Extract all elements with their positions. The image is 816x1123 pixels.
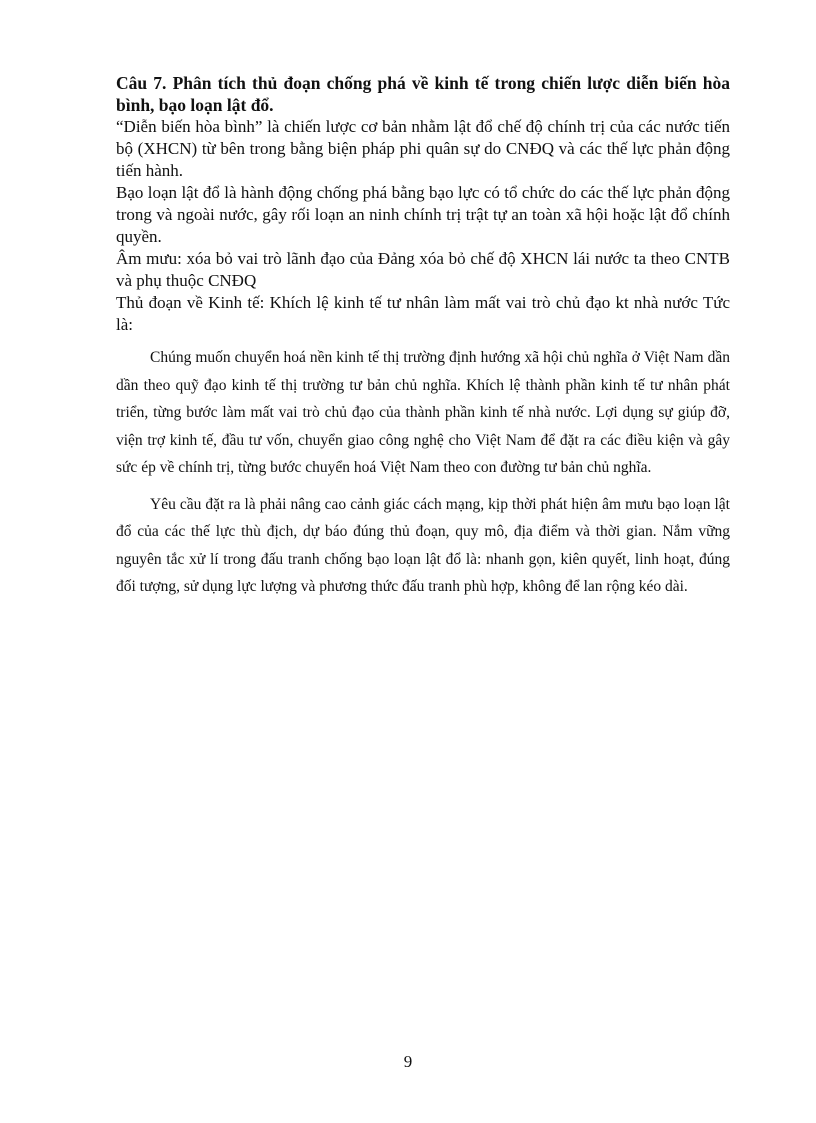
question-heading: Câu 7. Phân tích thủ đoạn chống phá về kinh tế trong chiến lược diễn biến hòa bình, bạo loạn lật đổ. [116, 73, 730, 115]
paragraph-requirements: Yêu cầu đặt ra là phải nâng cao cảnh giác cách mạng, kịp thời phát hiện âm mưu bạo loạn lật đổ của các thế lực thù địch, dự báo đúng thủ đoạn, quy mô, địa điểm và thời gian. Nắm vững nguyên tắc xử lí trong đấu tranh chống bạo loạn lật đổ là: nhanh gọn, kiên quyết, linh hoạt, đúng đối tượng, sử dụng lực lượng và phương thức đấu tranh phù hợp, không để lan rộng kéo dài. [116, 495, 730, 595]
paragraph-economic-tactic: Thủ đoạn về Kinh tế: Khích lệ kinh tế tư nhân làm mất vai trò chủ đạo kt nhà nước Tức là: [116, 293, 730, 334]
paragraph-peaceful-evolution: “Diễn biến hòa bình” là chiến lược cơ bản nhằm lật đổ chế độ chính trị của các nước tiến bộ (XHCN) từ bên trong bằng biện pháp phi quân sự do CNĐQ và các thế lực phản động tiến hành. [116, 117, 730, 180]
paragraph-conspiracy: Âm mưu: xóa bỏ vai trò lãnh đạo của Đảng xóa bỏ chế độ XHCN lái nước ta theo CNTB và phụ thuộc CNĐQ [116, 249, 730, 290]
body-text-block [116, 344, 730, 601]
paragraph-subversive-riot: Bạo loạn lật đổ là hành động chống phá bằng bạo lực có tổ chức do các thế lực phản động trong và ngoài nước, gây rối loạn an ninh chính trị trật tự an toàn xã hội hoặc lật đổ chính quyền. [116, 183, 730, 246]
paragraph-economic-transformation: Chúng muốn chuyển hoá nền kinh tế thị trường định hướng xã hội chủ nghĩa ở Việt Nam dần dần theo quỹ đạo kinh tế thị trường tư bản chủ nghĩa. Khích lệ thành phần kinh tế tư nhân phát triển, từng bước làm mất vai trò chủ đạo của thành phần kinh tế nhà nước. Lợi dụng sự giúp đỡ, viện trợ kinh tế, đầu tư vốn, chuyển giao công nghệ cho Việt Nam để đặt ra các điều kiện và gây sức ép về chính trị, từng bước chuyển hoá Việt Nam theo con đường tư bản chủ nghĩa. [116, 349, 730, 476]
page-number: 9 [403, 1052, 413, 1071]
document-page [116, 72, 730, 601]
